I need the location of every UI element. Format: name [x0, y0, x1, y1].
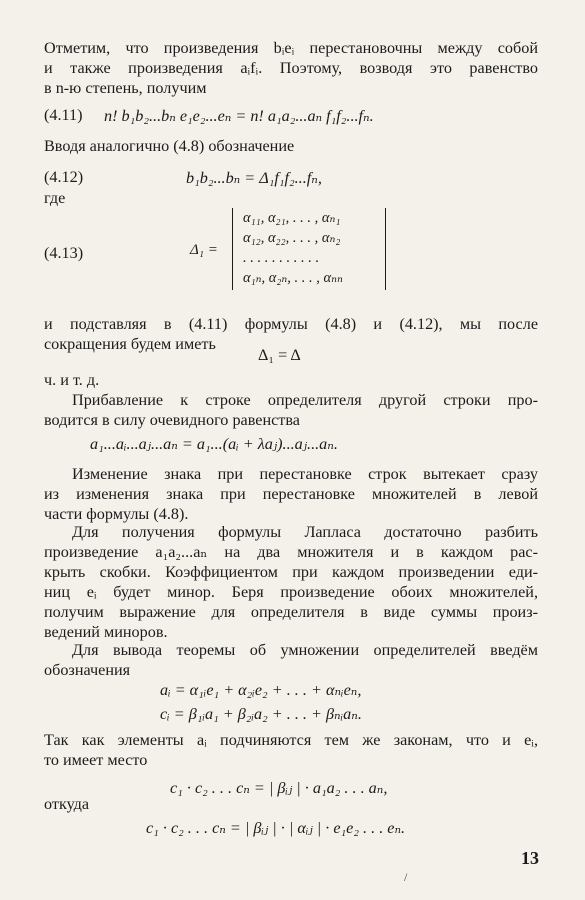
determinant-matrix: [232, 208, 386, 290]
text-line: сокращения будем иметь: [44, 335, 216, 353]
paragraph-laplace: [44, 522, 538, 642]
text-line: то имеет место: [44, 751, 148, 769]
equation-product-1: c₁ · c₂ . . . cₙ = | βᵢⱼ | · a₁a₂ . . . aₙ,: [170, 779, 388, 797]
determinant-row: α₁₁, α₂₁, . . . , αₙ₁: [243, 210, 341, 226]
text-line: Изменение знака при перестановке строк вытекает сразу: [72, 465, 538, 483]
determinant-lhs: Δ₁ =: [190, 242, 218, 258]
paragraph-intro: [44, 38, 538, 98]
text-line: обозначения: [44, 661, 131, 679]
equation-number-4-13: (4.13): [44, 244, 84, 262]
determinant-row: . . . . . . . . . . .: [243, 250, 320, 266]
text-line: Так как элементы aᵢ подчиняются тем же законам, что и eᵢ,: [44, 731, 538, 749]
text-line: произведение a₁a₂...aₙ на два множителя и в каждом рас-: [44, 543, 538, 561]
paragraph-elements: [44, 730, 538, 770]
determinant-row: α₁ₙ, α₂ₙ, . . . , αₙₙ: [243, 270, 343, 286]
text-line: Для вывода теоремы об умножении определителей введём: [72, 641, 538, 659]
text-line: ч. и т. д.: [44, 371, 100, 389]
text-line: ведений миноров.: [44, 623, 168, 641]
text-line: ниц eᵢ будет минор. Беря произведение обоих множителей,: [44, 583, 538, 601]
paragraph-multiplication: [44, 640, 538, 680]
equation-number-4-11: (4.11): [44, 106, 83, 124]
text-line: Отметим, что произведения bᵢeᵢ перестановочны между собой: [44, 39, 538, 57]
equation-delta: Δ₁ = Δ: [258, 346, 301, 364]
text-line: водится в силу очевидного равенства: [44, 411, 300, 429]
text-line: и также произведения aᵢfᵢ. Поэтому, возводя это равенство: [44, 59, 538, 77]
equation-4-12: b₁b₂...bₙ = Δ₁f₁f₂...fₙ,: [186, 169, 322, 187]
text-line: где: [44, 189, 66, 207]
text-line: Вводя аналогично (4.8) обозначение: [44, 137, 295, 155]
equation-product-2: c₁ · c₂ . . . cₙ = | βᵢⱼ | · | αᵢⱼ | · e₁e₂ . . . eₙ.: [146, 819, 406, 837]
word-otkuda: [44, 794, 538, 814]
text-line: в n-ю степень, получим: [44, 79, 207, 97]
equation-number-4-12: (4.12): [44, 168, 84, 186]
text-line: Прибавление к строке определителя другой строки про-: [72, 391, 538, 409]
text-line: получим выражение для определителя в виде суммы произ-: [44, 603, 538, 621]
text-line: части формулы (4.8).: [44, 505, 189, 523]
text-line: Для получения формулы Лапласа достаточно разбить: [72, 523, 538, 541]
paragraph-sign-change: [44, 464, 538, 524]
determinant-row: α₁₂, α₂₂, . . . , αₙ₂: [243, 230, 341, 246]
text-line: крыть скобки. Коэффициентом при каждом произведении еди-: [44, 563, 538, 581]
equation-c-i: cᵢ = β₁ᵢa₁ + β₂ᵢa₂ + . . . + βₙᵢaₙ.: [160, 705, 362, 723]
equation-4-11: n! b₁b₂...bₙ e₁e₂...eₙ = n! a₁a₂...aₙ f₁f₂...fₙ.: [104, 107, 374, 125]
text-line: откуда: [44, 795, 90, 813]
text-line: и подставляя в (4.11) формулы (4.8) и (4.12), мы после: [44, 315, 538, 333]
text-line: из изменения знака при перестановке множителей в левой: [44, 485, 538, 503]
equation-a-i: aᵢ = α₁ᵢe₁ + α₂ᵢe₂ + . . . + αₙᵢeₙ,: [160, 681, 362, 699]
page-number: 13: [521, 848, 539, 868]
word-gde: [44, 188, 538, 208]
pencil-mark-icon: /: [404, 870, 408, 884]
paragraph-notation: [44, 136, 538, 156]
qed-line: [44, 370, 538, 390]
paragraph-row-addition: [44, 390, 538, 430]
equation-row-addition: a₁...aᵢ...aⱼ...aₙ = a₁...(aᵢ + λaⱼ)...aⱼ...aₙ.: [90, 435, 338, 453]
